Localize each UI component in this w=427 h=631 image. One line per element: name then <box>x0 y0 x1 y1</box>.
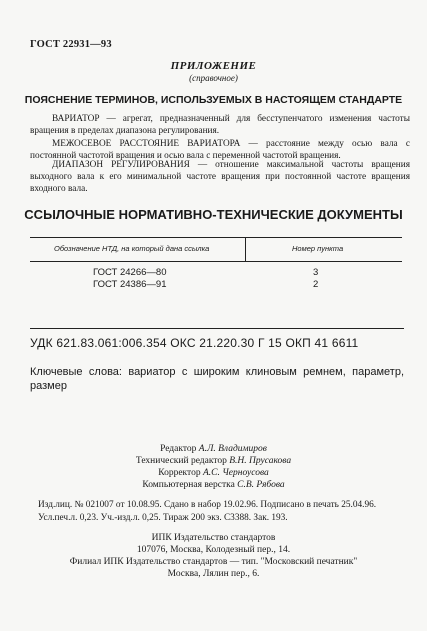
table-row-item: 3 <box>313 267 319 278</box>
table-column-divider <box>245 237 246 261</box>
credit-tech-editor: Технический редактор В.Н. Прусакова <box>135 456 292 466</box>
term-variator: ВАРИАТОР — агрегат, предназначенный для бесступенчатого изменения частоты вращения в пределах диапазона регулирования. <box>30 114 410 136</box>
keywords: Ключевые слова: вариатор с широким клиновым ремнем, параметр, размер <box>30 366 404 392</box>
publication-line-2: Усл.печ.л. 0,23. Уч.-изд.л. 0,25. Тираж 200 экз. С3388. Зак. 193. <box>38 513 288 523</box>
classification-codes: УДК 621.83.061:006.354 ОКС 21.220.30 Г 15 ОКП 41 6611 <box>30 336 359 350</box>
table-top-rule <box>30 237 402 238</box>
publisher-name: ИПК Издательство стандартов <box>151 533 276 543</box>
standard-number: ГОСТ 22931—93 <box>30 39 112 50</box>
table-row-document: ГОСТ 24386—91 <box>93 279 167 290</box>
table-row-item: 2 <box>313 279 319 290</box>
credit-proofreader: Корректор А.С. Черноусова <box>158 468 269 478</box>
publisher-address: 107076, Москва, Колодезный пер., 14. <box>136 545 291 555</box>
credit-layout: Компьютерная верстка С.В. Рябова <box>142 480 285 490</box>
term-control-range: ДИАПАЗОН РЕГУЛИРОВАНИЯ — отношение максимальной частоты вращения выходного вала к его минимальной частоте вращения при постоянной частоте вращения входного вала. <box>30 160 410 194</box>
printer-name: Филиал ИПК Издательство стандартов — тип. "Московский печатник" <box>69 557 358 567</box>
credit-editor: Редактор А.Л. Владимиров <box>160 444 267 454</box>
publication-line-1: Изд.лиц. № 021007 от 10.08.95. Сдано в набор 19.02.96. Подписано в печать 25.04.96. <box>38 500 377 510</box>
printer-address: Москва, Лялин пер., 6. <box>167 569 260 579</box>
appendix-subtitle: (справочное) <box>189 73 238 83</box>
terms-heading: ПОЯСНЕНИЕ ТЕРМИНОВ, ИСПОЛЬЗУЕМЫХ В НАСТОЯЩЕМ СТАНДАРТЕ <box>24 94 403 106</box>
appendix-title: ПРИЛОЖЕНИЕ <box>170 60 257 72</box>
references-heading: ССЫЛОЧНЫЕ НОРМАТИВНО-ТЕХНИЧЕСКИЕ ДОКУМЕНТЫ <box>24 207 403 222</box>
table-header-item: Номер пункта <box>292 244 344 253</box>
table-row-document: ГОСТ 24266—80 <box>93 267 167 278</box>
table-header-rule <box>30 261 402 262</box>
term-center-distance: МЕЖОСЕВОЕ РАССТОЯНИЕ ВАРИАТОРА — расстояние между осью вала с постоянной частотой вращения и осью вала с переменной частотой вращения. <box>30 139 410 161</box>
table-header-document: Обозначение НТД, на который дана ссылка <box>54 244 210 253</box>
section-divider <box>30 328 404 329</box>
